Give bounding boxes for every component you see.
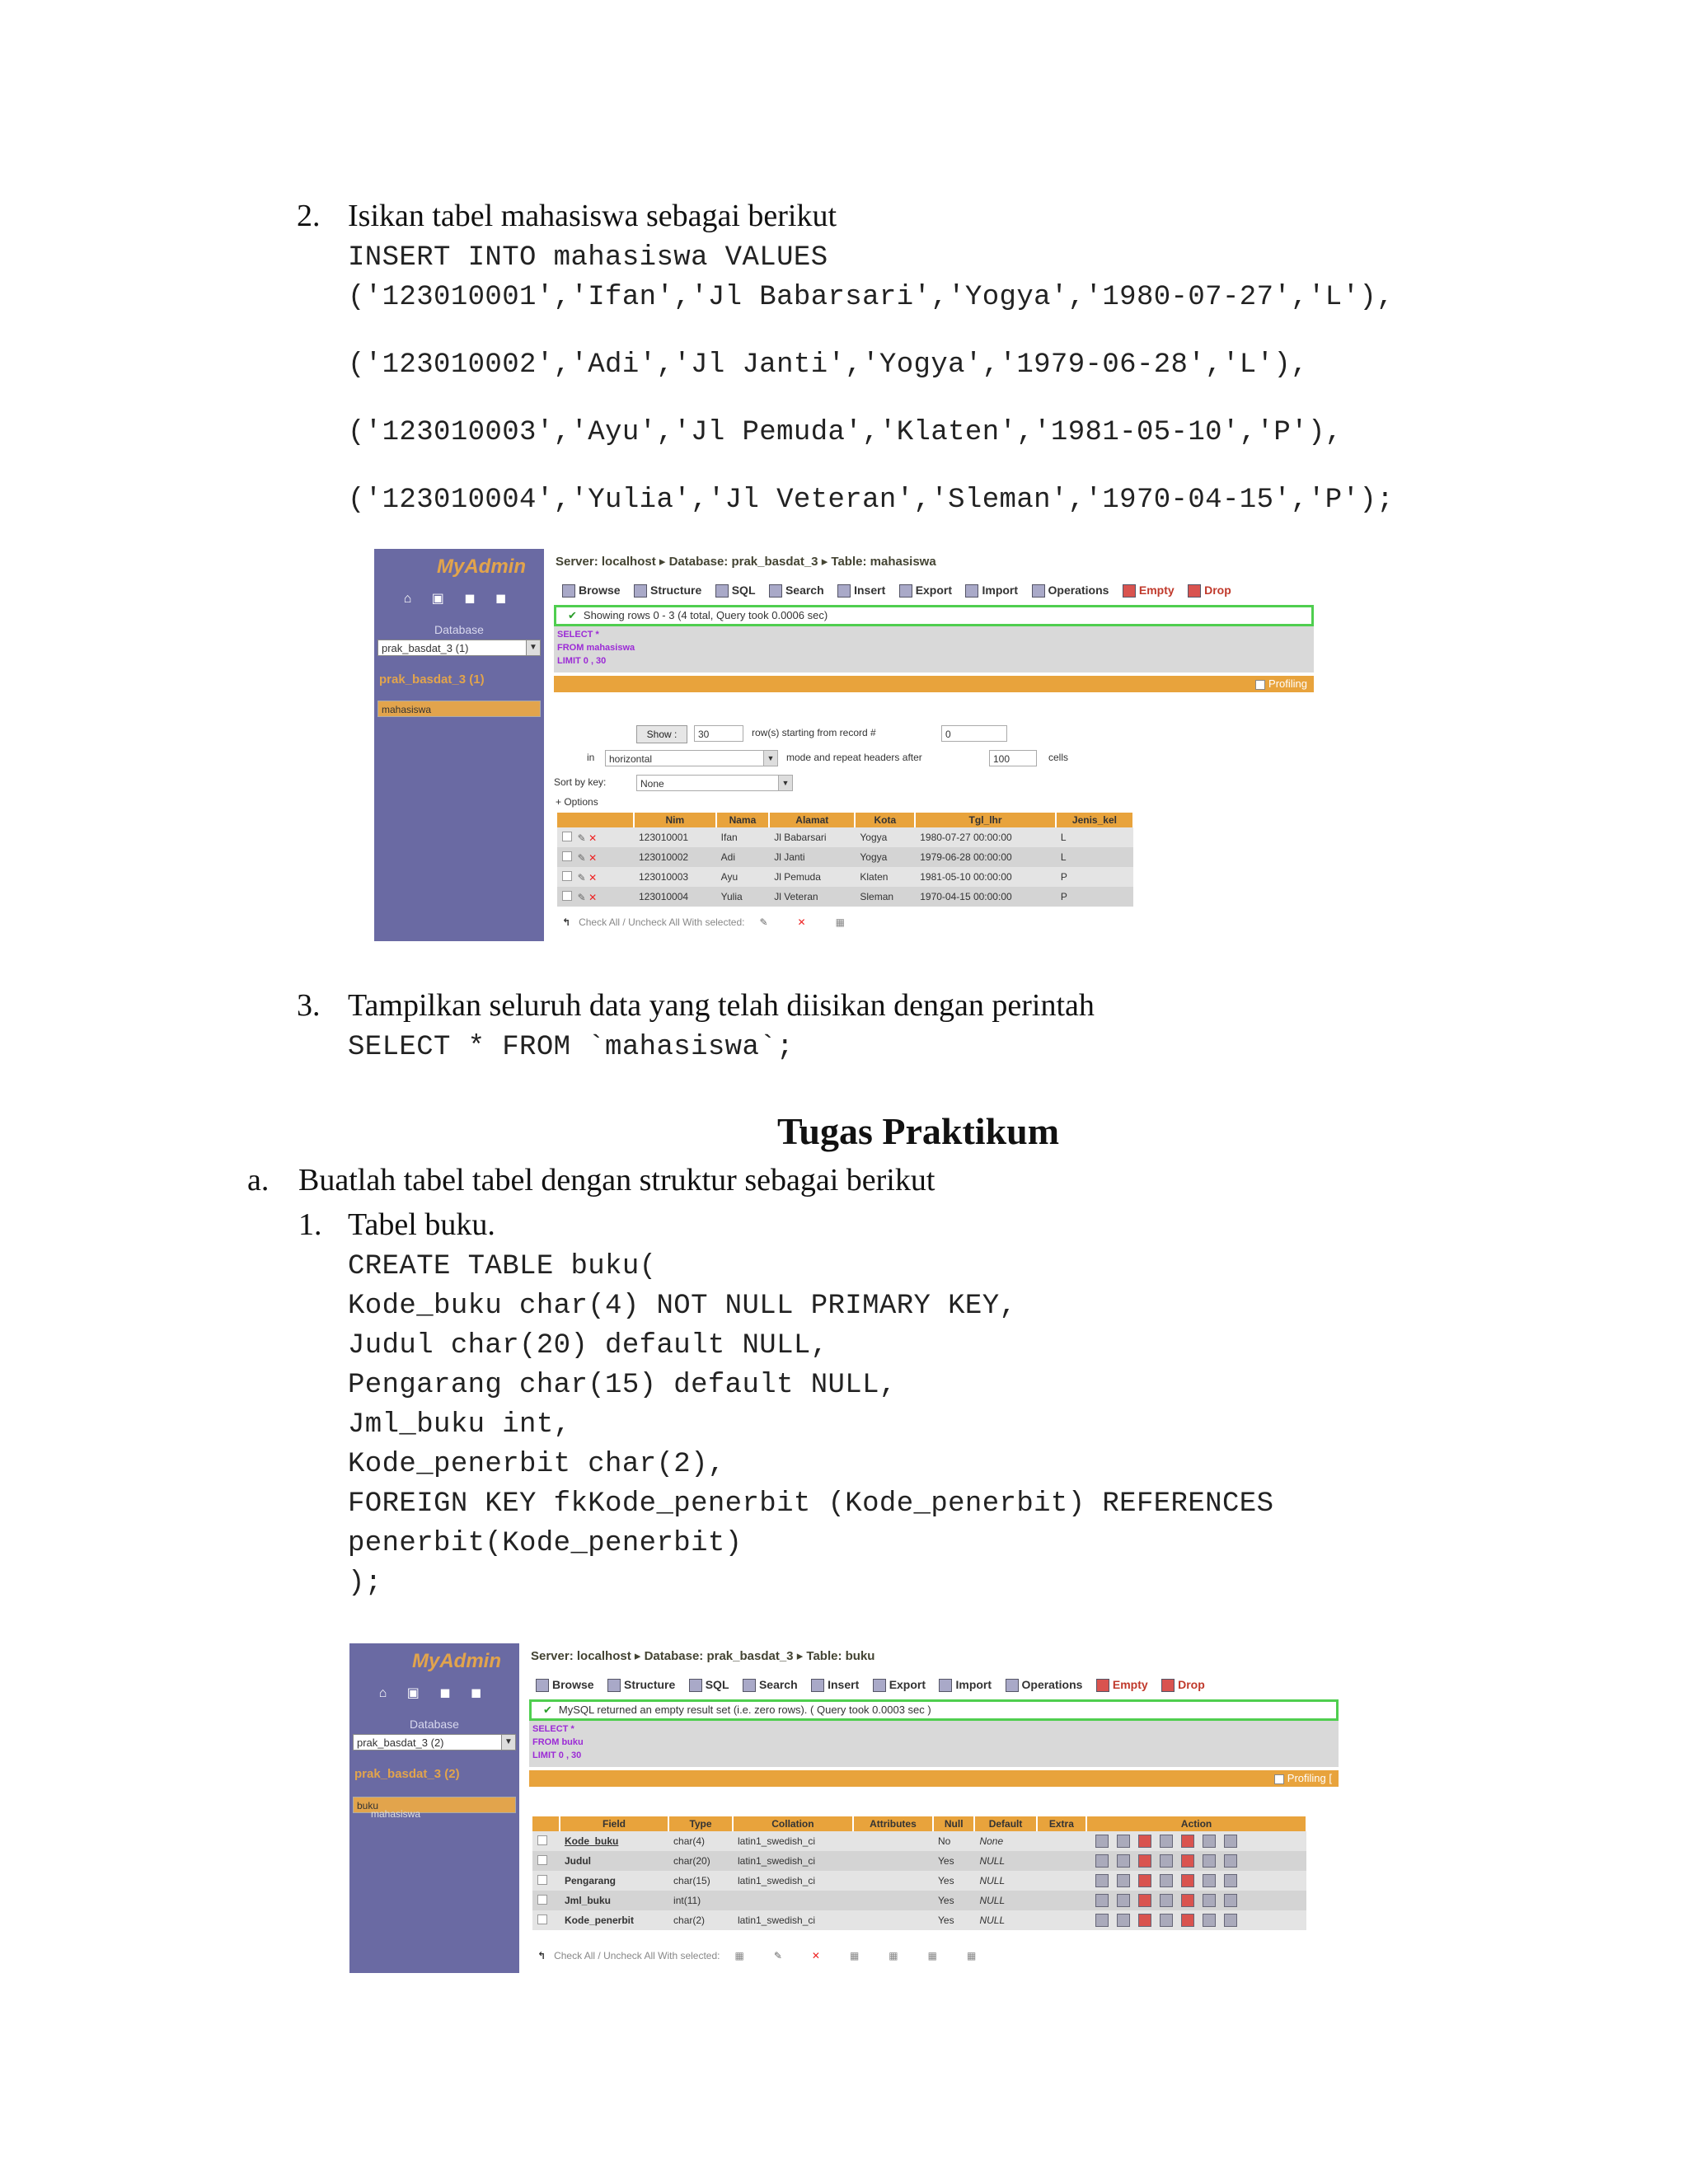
table-footer (537, 1950, 991, 1961)
table-link-buku[interactable]: buku (353, 1797, 516, 1813)
browse-icon[interactable] (1095, 1894, 1109, 1907)
server-link[interactable]: Server: localhost (531, 1649, 631, 1663)
cell: Yes (933, 1851, 974, 1871)
sidebar-icons[interactable]: ⌂ ▣ ◼ ◼ (403, 592, 515, 606)
primary-icon[interactable] (1160, 1874, 1173, 1887)
cell (853, 1891, 933, 1910)
edit-icon[interactable] (1117, 1894, 1130, 1907)
export-icon (873, 1679, 886, 1692)
cell: char(2) (668, 1910, 733, 1930)
in-label: in (587, 752, 595, 763)
step-2-number: 2. (297, 199, 321, 233)
code-line: Jml_buku int, (348, 1409, 571, 1441)
data-table (557, 813, 1134, 907)
insert-icon (837, 584, 851, 598)
sort-by-key-label: Sort by key: (554, 776, 607, 788)
cell (733, 1891, 853, 1910)
table-row (532, 1871, 1306, 1891)
edit-icon[interactable]: ✎ (759, 916, 768, 928)
export-icon (899, 584, 912, 598)
code-line: ('123010003','Ayu','Jl Pemuda','Klaten','1981-05-10','P'), (348, 417, 1343, 448)
sql-line: LIMIT 0 , 30 (557, 656, 607, 666)
edit-icon[interactable]: ✎ (577, 891, 586, 903)
cell: 1979-06-28 00:00:00 (915, 847, 1056, 867)
delete-icon[interactable]: ✕ (797, 916, 806, 928)
column-header[interactable]: Kota (855, 813, 915, 827)
check-all-link[interactable]: Check All / Uncheck All With selected: (579, 916, 745, 928)
tab-sql[interactable]: SQL (689, 1675, 729, 1694)
tab-operations[interactable]: Operations (1006, 1675, 1083, 1694)
profiling-bar (529, 1770, 1339, 1787)
column-header[interactable]: Jenis_kel (1056, 813, 1133, 827)
phpmyadmin-logo: MyAdmin (412, 1650, 501, 1672)
delete-icon[interactable] (1138, 1894, 1151, 1907)
action-icons (1086, 1831, 1306, 1851)
primary-icon[interactable] (1160, 1894, 1173, 1907)
unique-icon[interactable] (1181, 1854, 1194, 1868)
rows-label: row(s) starting from record # (752, 727, 876, 738)
cell: Yulia (716, 887, 770, 907)
tab-import[interactable]: Import (965, 580, 1018, 600)
chevron-down-icon: ▼ (526, 640, 540, 655)
cell: NULL (974, 1910, 1036, 1930)
action-icons (1086, 1891, 1306, 1910)
code-line: Kode_penerbit char(2), (348, 1449, 725, 1480)
arrow-up-icon: ↰ (537, 1950, 546, 1961)
profiling-checkbox[interactable]: Profiling [ (1274, 1770, 1332, 1787)
tab-search[interactable]: Search (769, 580, 824, 600)
tab-export[interactable]: Export (873, 1675, 926, 1694)
tab-browse[interactable]: Browse (536, 1675, 594, 1694)
cell: 123010004 (634, 887, 716, 907)
cell: None (974, 1831, 1036, 1851)
breadcrumb: Server: localhost ▸ Database: prak_basdat_3 ▸ Table: mahasiswa (556, 555, 936, 569)
empty-icon (1123, 584, 1136, 598)
database-label: Database (434, 623, 484, 636)
code-line: FOREIGN KEY fkKode_penerbit (Kode_penerbit) REFERENCES (348, 1488, 1274, 1520)
cell: L (1056, 847, 1133, 867)
cell: latin1_swedish_ci (733, 1910, 853, 1930)
cells-label: cells (1048, 752, 1069, 763)
index-icon[interactable] (1203, 1914, 1216, 1927)
column-header: Type (668, 1816, 733, 1831)
code-line: CREATE TABLE buku( (348, 1251, 657, 1282)
tab-operations[interactable]: Operations (1032, 580, 1109, 600)
repeat-headers-input[interactable]: 100 (989, 750, 1037, 766)
operations-icon (1006, 1679, 1019, 1692)
cell: Ayu (716, 867, 770, 887)
code-line: ('123010004','Yulia','Jl Veteran','Sleman','1970-04-15','P'); (348, 485, 1395, 516)
search-icon (743, 1679, 756, 1692)
phpmyadmin-structure-screenshot (349, 1643, 1339, 1973)
cell: 1970-04-15 00:00:00 (915, 887, 1056, 907)
cell: 1981-05-10 00:00:00 (915, 867, 1056, 887)
unique-icon[interactable] (1181, 1874, 1194, 1887)
cell (1037, 1871, 1087, 1891)
cell (1037, 1891, 1087, 1910)
search-icon (769, 584, 782, 598)
delete-icon[interactable] (1138, 1835, 1151, 1848)
delete-icon[interactable]: ✕ (588, 891, 598, 903)
status-message: ✔ MySQL returned an empty result set (i.e. zero rows). ( Query took 0.0003 sec ) (529, 1699, 1339, 1721)
header-actions (557, 813, 634, 827)
row-checkbox[interactable] (562, 891, 572, 901)
chevron-down-icon: ▼ (763, 751, 777, 766)
tab-browse[interactable]: Browse (562, 580, 621, 600)
field-name: Judul (560, 1851, 668, 1871)
cell (853, 1831, 933, 1851)
cell: P (1056, 867, 1133, 887)
cell: Yes (933, 1910, 974, 1930)
row-checkbox[interactable] (537, 1855, 547, 1865)
browse-icon[interactable] (1095, 1835, 1109, 1848)
table-row (532, 1891, 1306, 1910)
item-1-number: 1. (298, 1207, 322, 1242)
cell: latin1_swedish_ci (733, 1871, 853, 1891)
mode-label: mode and repeat headers after (786, 752, 922, 763)
browse-icon[interactable]: ▦ (734, 1950, 744, 1961)
unique-icon[interactable] (1181, 1835, 1194, 1848)
code-line: INSERT INTO mahasiswa VALUES (348, 242, 828, 274)
database-select[interactable]: prak_basdat_3 (2) ▼ (353, 1734, 516, 1750)
fulltext-icon[interactable]: ▦ (966, 1950, 977, 1961)
index-icon[interactable] (1203, 1835, 1216, 1848)
step-2-text: Isikan tabel mahasiswa sebagai berikut (348, 199, 837, 233)
row-checkbox[interactable] (537, 1835, 547, 1845)
profiling-bar (554, 676, 1314, 692)
column-header: Field (560, 1816, 668, 1831)
column-header: Action (1086, 1816, 1306, 1831)
cell: char(15) (668, 1871, 733, 1891)
arrow-up-icon: ↰ (562, 916, 571, 928)
row-checkbox[interactable] (537, 1915, 547, 1924)
chevron-down-icon: ▼ (778, 776, 792, 790)
sidebar-icons[interactable]: ⌂ ▣ ◼ ◼ (378, 1686, 490, 1700)
row-checkbox[interactable] (562, 871, 572, 881)
cell: latin1_swedish_ci (733, 1851, 853, 1871)
table-row (532, 1831, 1306, 1851)
cell: char(20) (668, 1851, 733, 1871)
edit-icon[interactable]: ✎ (577, 832, 586, 844)
table-link-mahasiswa[interactable]: mahasiswa (371, 1808, 421, 1820)
rows-input[interactable]: 30 (694, 725, 743, 742)
sort-by-key-select[interactable]: None ▼ (636, 775, 793, 791)
breadcrumb: Server: localhost ▸ Database: prak_basdat_3 ▸ Table: buku (531, 1649, 875, 1663)
cell: Jl Babarsari (769, 827, 855, 847)
empty-icon (1096, 1679, 1109, 1692)
table-crumb[interactable]: Table: mahasiswa (831, 555, 936, 569)
database-label: Database (410, 1718, 459, 1731)
table-row (532, 1851, 1306, 1871)
column-header: Collation (733, 1816, 853, 1831)
database-crumb[interactable]: Database: prak_basdat_3 (644, 1649, 794, 1663)
code-line: Kode_buku char(4) NOT NULL PRIMARY KEY, (348, 1291, 1017, 1322)
delete-icon[interactable] (1138, 1854, 1151, 1868)
server-link[interactable]: Server: localhost (556, 555, 656, 569)
code-line: Judul char(20) default NULL, (348, 1330, 828, 1361)
cell (1037, 1831, 1087, 1851)
column-header: Null (933, 1816, 974, 1831)
browse-icon[interactable] (1095, 1874, 1109, 1887)
tab-bar (536, 1675, 1339, 1694)
table-row (557, 867, 1133, 887)
cell: P (1056, 887, 1133, 907)
edit-icon[interactable] (1117, 1854, 1130, 1868)
index-icon[interactable] (1203, 1854, 1216, 1868)
database-crumb[interactable]: Database: prak_basdat_3 (668, 555, 818, 569)
operations-icon (1032, 584, 1045, 598)
delete-icon[interactable]: ✕ (588, 832, 598, 844)
cell: latin1_swedish_ci (733, 1831, 853, 1851)
code-line: ); (348, 1568, 382, 1599)
index-icon[interactable] (1203, 1874, 1216, 1887)
primary-icon[interactable]: ▦ (849, 1950, 860, 1961)
cell: int(11) (668, 1891, 733, 1910)
column-header[interactable]: Tgl_lhr (915, 813, 1056, 827)
tab-insert[interactable]: Insert (837, 580, 885, 600)
cell: No (933, 1831, 974, 1851)
edit-icon[interactable] (1117, 1874, 1130, 1887)
tab-search[interactable]: Search (743, 1675, 798, 1694)
column-header[interactable]: Nim (634, 813, 716, 827)
drop-icon (1188, 584, 1201, 598)
cell: 123010003 (634, 867, 716, 887)
cell: Yes (933, 1871, 974, 1891)
row-checkbox[interactable] (537, 1875, 547, 1885)
sql-query-box (529, 1721, 1339, 1767)
action-icons (1086, 1871, 1306, 1891)
database-select[interactable]: prak_basdat_3 (1) ▼ (377, 640, 541, 656)
cell: char(4) (668, 1831, 733, 1851)
table-row (557, 887, 1133, 907)
import-icon (939, 1679, 952, 1692)
cell: 1980-07-27 00:00:00 (915, 827, 1056, 847)
tab-export[interactable]: Export (899, 580, 952, 600)
sidebar (349, 1643, 519, 1973)
row-checkbox[interactable] (562, 832, 572, 841)
cell: 123010002 (634, 847, 716, 867)
browse-icon (562, 584, 575, 598)
status-message: ✔ Showing rows 0 - 3 (4 total, Query took 0.0006 sec) (554, 605, 1314, 626)
tab-drop[interactable]: Drop (1188, 580, 1231, 600)
step-3-number: 3. (297, 988, 321, 1023)
table-header-row (557, 813, 1133, 827)
structure-icon (634, 584, 647, 598)
table-crumb[interactable]: Table: buku (806, 1649, 875, 1663)
cell: Jl Janti (769, 847, 855, 867)
sql-line: SELECT * (532, 1724, 574, 1734)
tab-structure[interactable]: Structure (607, 1675, 675, 1694)
code-line: ('123010001','Ifan','Jl Babarsari','Yogya','1980-07-27','L'), (348, 282, 1395, 313)
fulltext-icon[interactable] (1224, 1914, 1237, 1927)
cell: L (1056, 827, 1133, 847)
tab-insert[interactable]: Insert (811, 1675, 859, 1694)
delete-icon[interactable]: ✕ (588, 851, 598, 864)
edit-icon[interactable] (1117, 1835, 1130, 1848)
table-row (557, 847, 1133, 867)
item-a-text: Buatlah tabel tabel dengan struktur sebagai berikut (298, 1163, 935, 1197)
cell: Adi (716, 847, 770, 867)
cell: NULL (974, 1871, 1036, 1891)
insert-icon (811, 1679, 824, 1692)
tab-bar (562, 580, 1314, 600)
start-record-input[interactable]: 0 (941, 725, 1007, 742)
fulltext-icon[interactable] (1224, 1854, 1237, 1868)
phpmyadmin-logo: MyAdmin (437, 555, 526, 578)
sidebar (374, 549, 544, 941)
cell: Jl Veteran (769, 887, 855, 907)
delete-icon[interactable]: ✕ (588, 871, 598, 883)
field-name: Kode_buku (560, 1831, 668, 1851)
index-icon[interactable] (1203, 1894, 1216, 1907)
import-icon (965, 584, 978, 598)
browse-icon[interactable] (1095, 1854, 1109, 1868)
sql-query-box (554, 626, 1314, 673)
row-checkbox[interactable] (537, 1895, 547, 1905)
tab-drop[interactable]: Drop (1161, 1675, 1205, 1694)
tab-sql[interactable]: SQL (715, 580, 756, 600)
cell (1037, 1910, 1087, 1930)
step-3-text: Tampilkan seluruh data yang telah diisikan dengan perintah (348, 988, 1095, 1023)
cell: Yogya (855, 827, 915, 847)
cell (853, 1871, 933, 1891)
section-title: Tugas Praktikum (776, 1110, 1060, 1152)
unique-icon[interactable]: ▦ (889, 1950, 898, 1961)
field-name: Kode_penerbit (560, 1910, 668, 1930)
column-header[interactable]: Alamat (769, 813, 855, 827)
export-icon[interactable]: ▦ (835, 916, 845, 928)
cell: Jl Pemuda (769, 867, 855, 887)
cell (853, 1851, 933, 1871)
fulltext-icon[interactable] (1224, 1874, 1237, 1887)
cell: 123010001 (634, 827, 716, 847)
column-header: Attributes (853, 1816, 933, 1831)
cell: Yes (933, 1891, 974, 1910)
code-line: penerbit(Kode_penerbit) (348, 1528, 743, 1559)
index-icon[interactable]: ▦ (927, 1950, 937, 1961)
action-icons (1086, 1851, 1306, 1871)
sql-line: SELECT * (557, 630, 599, 640)
field-name: Pengarang (560, 1871, 668, 1891)
cell: Ifan (716, 827, 770, 847)
browse-icon (536, 1679, 549, 1692)
edit-icon[interactable] (1117, 1914, 1130, 1927)
display-mode-select[interactable]: horizontal ▼ (605, 750, 778, 766)
chevron-down-icon: ▼ (501, 1735, 515, 1750)
sql-line: FROM mahasiswa (557, 643, 635, 653)
row-checkbox[interactable] (562, 851, 572, 861)
check-icon: ✔ (568, 609, 577, 621)
database-link[interactable]: prak_basdat_3 (1) (379, 673, 485, 687)
tab-structure[interactable]: Structure (634, 580, 701, 600)
fulltext-icon[interactable] (1224, 1835, 1237, 1848)
main-panel (554, 549, 1314, 941)
sql-icon (715, 584, 729, 598)
tab-empty[interactable]: Empty (1123, 580, 1175, 600)
column-header: Extra (1037, 1816, 1087, 1831)
code-line: SELECT * FROM `mahasiswa`; (348, 1032, 794, 1063)
structure-icon (607, 1679, 621, 1692)
delete-icon[interactable] (1138, 1914, 1151, 1927)
table-row (532, 1910, 1306, 1930)
column-header: Default (974, 1816, 1036, 1831)
tab-empty[interactable]: Empty (1096, 1675, 1148, 1694)
edit-icon[interactable]: ✎ (577, 851, 586, 864)
unique-icon[interactable] (1181, 1914, 1194, 1927)
fulltext-icon[interactable] (1224, 1894, 1237, 1907)
table-link-mahasiswa[interactable]: mahasiswa (377, 701, 541, 717)
check-icon: ✔ (543, 1704, 552, 1716)
code-line: ('123010002','Adi','Jl Janti','Yogya','1979-06-28','L'), (348, 349, 1308, 381)
cell: NULL (974, 1851, 1036, 1871)
options-toggle[interactable]: + Options (556, 796, 598, 808)
table-row (557, 827, 1133, 847)
primary-icon[interactable] (1160, 1835, 1173, 1848)
check-all-link[interactable]: Check All / Uncheck All With selected: (554, 1950, 720, 1961)
drop-icon (1161, 1679, 1175, 1692)
cell: NULL (974, 1891, 1036, 1910)
show-button[interactable]: Show : (636, 725, 687, 743)
phpmyadmin-browse-screenshot (374, 549, 1314, 941)
item-1-text: Tabel buku. (348, 1207, 495, 1242)
header-checkbox (532, 1816, 560, 1831)
cell: Yogya (855, 847, 915, 867)
edit-icon[interactable]: ✎ (577, 871, 586, 883)
table-footer (562, 916, 860, 928)
field-name: Jml_buku (560, 1891, 668, 1910)
code-line: Pengarang char(15) default NULL, (348, 1370, 897, 1401)
primary-icon[interactable] (1160, 1914, 1173, 1927)
structure-table (532, 1816, 1307, 1930)
cell (1037, 1851, 1087, 1871)
action-icons (1086, 1910, 1306, 1930)
cell: Sleman (855, 887, 915, 907)
unique-icon[interactable] (1181, 1894, 1194, 1907)
delete-icon[interactable]: ✕ (811, 1950, 820, 1961)
browse-icon[interactable] (1095, 1914, 1109, 1927)
item-a-letter: a. (247, 1163, 270, 1197)
delete-icon[interactable] (1138, 1874, 1151, 1887)
sql-line: LIMIT 0 , 30 (532, 1750, 582, 1760)
cell: Klaten (855, 867, 915, 887)
primary-icon[interactable] (1160, 1854, 1173, 1868)
sql-line: FROM buku (532, 1737, 584, 1747)
cell (853, 1910, 933, 1930)
column-header[interactable]: Nama (716, 813, 770, 827)
profiling-checkbox[interactable]: Profiling (1255, 676, 1307, 692)
table-header-row (532, 1816, 1306, 1831)
edit-icon[interactable]: ✎ (773, 1950, 782, 1961)
tab-import[interactable]: Import (939, 1675, 992, 1694)
main-panel (529, 1643, 1339, 1973)
sql-icon (689, 1679, 702, 1692)
database-link[interactable]: prak_basdat_3 (2) (354, 1767, 460, 1781)
